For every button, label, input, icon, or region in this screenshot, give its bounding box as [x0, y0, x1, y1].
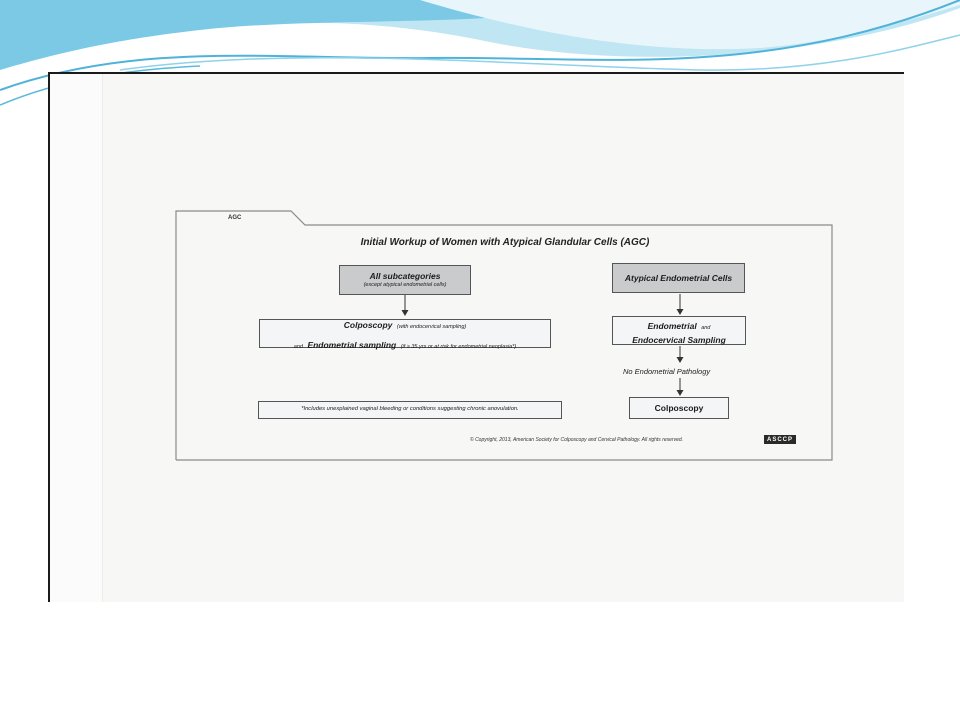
box-all-subcategories-title: All subcategories [369, 271, 441, 282]
arrow-right-2 [676, 346, 684, 364]
arrow-right-3 [676, 378, 684, 397]
colposcopy-right-label: Colposcopy [654, 402, 704, 413]
box-colposcopy-right [629, 397, 729, 419]
folder-tab-label: AGC [228, 215, 242, 221]
arrow-right-1 [676, 294, 684, 316]
copyright-text: © Copyright, 2013, American Society for Colposcopy and Cervical Pathology. All rights reserved. [470, 437, 684, 443]
atypical-endometrial-label: Atypical Endometrial Cells [624, 272, 733, 283]
and-label: and [293, 343, 303, 350]
endocervical-note: (with endocervical sampling) [396, 323, 467, 330]
endometrial-criteria-note: (if ≥ 35 yrs or at risk for endometrial neoplasia*) [400, 343, 517, 350]
footnote-box-main [258, 401, 562, 419]
chart-overlay [174, 207, 832, 459]
endometrial-label: Endometrial [647, 321, 697, 332]
endometrial-and-line [648, 315, 711, 335]
no-endometrial-pathology-label: No Endometrial Pathology [623, 367, 711, 376]
chart-title: Initial Workup of Women with Atypical Glandular Cells (AGC) [360, 237, 650, 248]
footnote-text: *Includes unexplained vaginal bleeding or conditions suggesting chronic anovulation. [301, 406, 519, 413]
scan-margin-strip [50, 74, 103, 602]
colposcopy-label: Colposcopy [343, 319, 393, 330]
endometrial-sampling-label: Endometrial sampling [307, 339, 397, 350]
box-all-subcategories-note: (except atypical endometrial cells) [363, 281, 447, 288]
box-atypical-endometrial-cells-main [612, 263, 745, 293]
endocervical-sampling-label: Endocervical Sampling [632, 335, 726, 346]
box-endometrial-endocervical-sampling [612, 316, 746, 345]
asccp-logo: ASCCP [764, 435, 796, 444]
right-and-label: and [701, 325, 711, 332]
